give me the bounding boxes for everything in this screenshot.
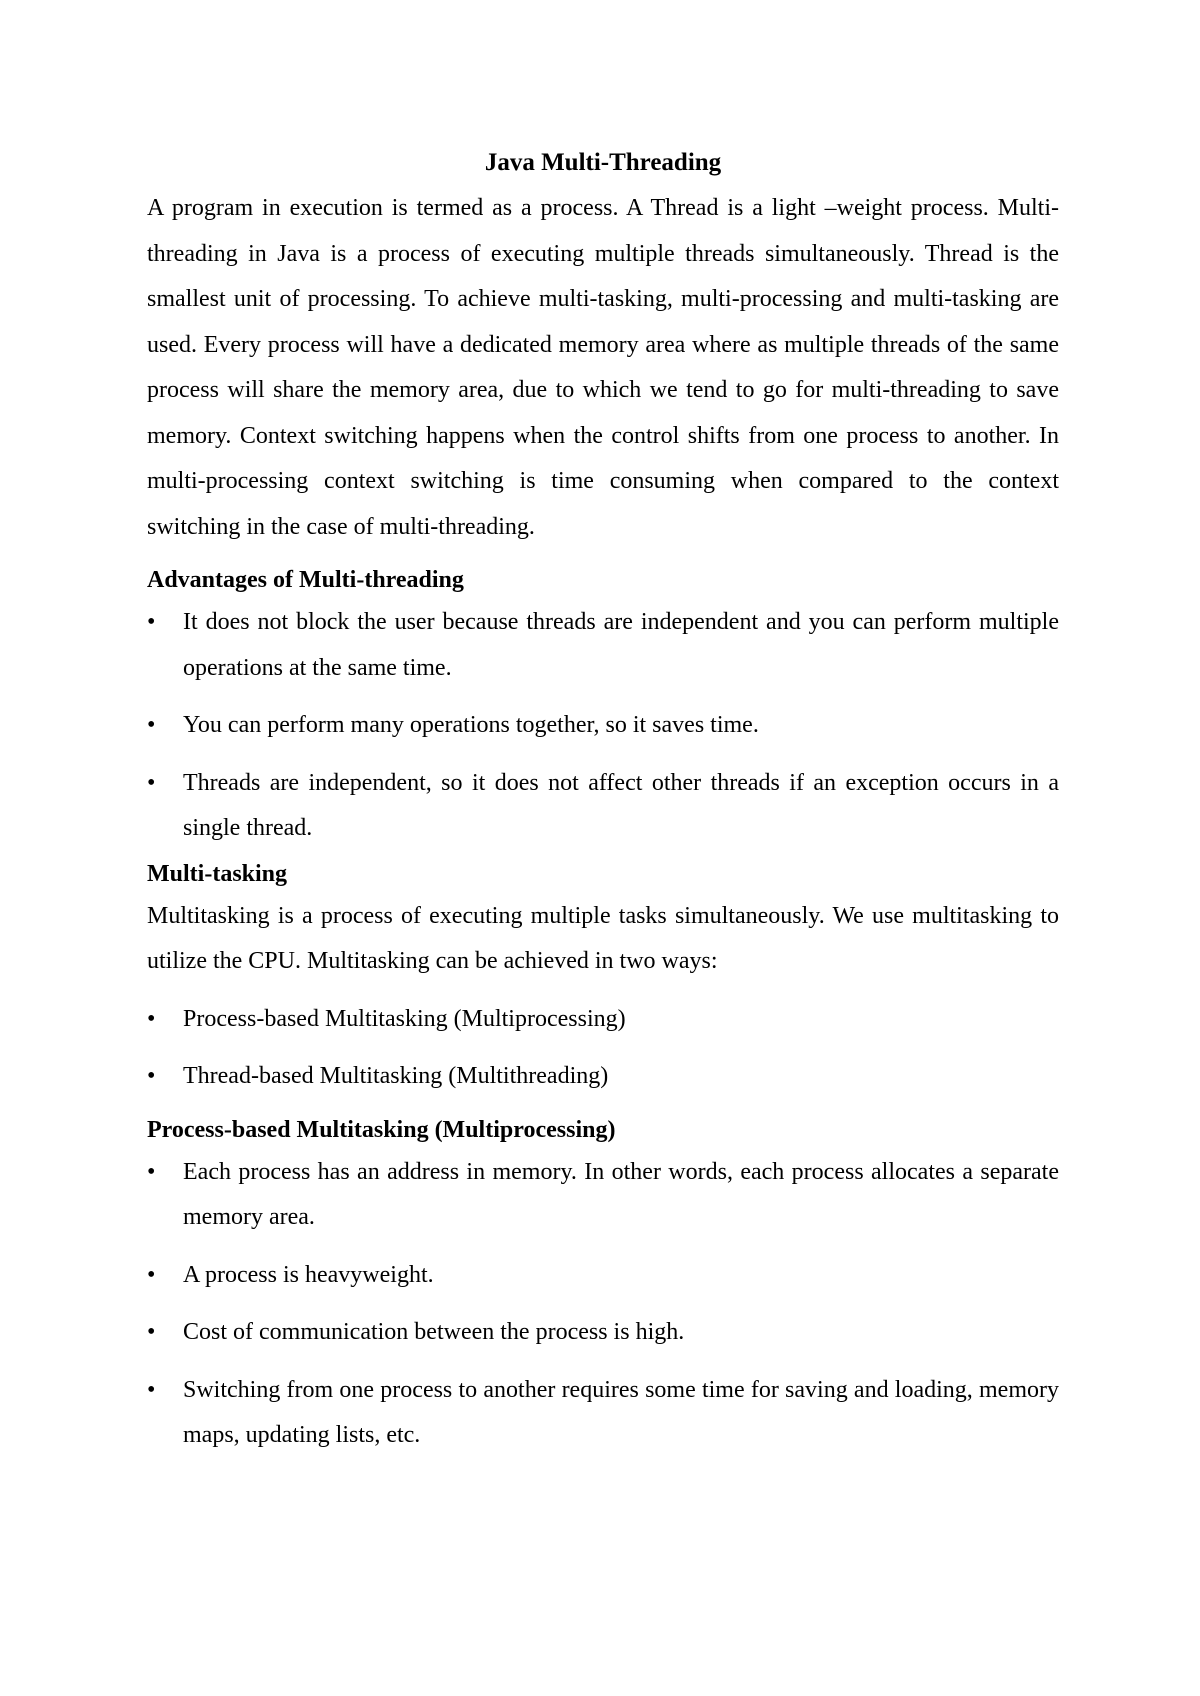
advantages-heading: Advantages of Multi-threading [147,567,464,593]
bullet-icon: • [147,1005,156,1032]
list-item [147,1253,1059,1299]
bullet-icon: • [147,1261,156,1288]
page-title: Java Multi-Threading [484,149,722,176]
list-item-text: Process-based Multitasking (Multiprocessing) [183,1005,626,1032]
multitasking-paragraph: Multitasking is a process of executing multiple tasks simultaneously. We use multitasking to utilize the CPU. Multitasking can be achieved in two ways: [147,902,1059,974]
list-item [147,997,1059,1043]
bullet-icon: • [147,769,156,796]
list-item-text: It does not block the user because threads are independent and you can perform multiple operations at the same time. [183,609,1059,681]
bullet-icon: • [147,1376,156,1403]
list-item [147,761,1059,852]
list-item-text: Switching from one process to another requires some time for saving and loading, memory maps, updating lists, etc. [183,1376,1059,1448]
list-item [147,1310,1059,1356]
bullet-icon: • [147,609,156,635]
list-item [147,1368,1059,1459]
bullet-icon: • [147,1063,156,1089]
list-item-text: Cost of communication between the process is high. [183,1319,685,1345]
list-item-text: Thread-based Multitasking (Multithreading) [183,1063,609,1089]
list-item-text: Threads are independent, so it does not affect other threads if an exception occurs in a single thread. [183,769,1059,841]
bullet-icon: • [147,1319,156,1345]
bullet-icon: • [147,712,156,738]
bullet-icon: • [147,1158,156,1185]
multitasking-heading: Multi-tasking [147,860,288,887]
list-item-text: A process is heavyweight. [183,1261,434,1288]
list-item [147,1150,1059,1241]
list-item [147,600,1059,691]
list-item-text: Each process has an address in memory. In other words, each process allocates a separate memory area. [183,1158,1059,1230]
list-item [147,1054,1059,1100]
process-based-list [147,1150,1059,1459]
intro-paragraph: A program in execution is termed as a process. A Thread is a light –weight process. Multi-threading in Java is a process of executing multiple threads simultaneously. Thread is the smallest unit of processing. To achieve multi-tasking, multi-processing and multi-tasking are used. Every process will have a dedicated memory area where as multiple threads of the same process will share the memory area, due to which we tend to go for multi-threading to save memory. Context switching happens when the control shifts from one process to another. In multi-processing context switching is time consuming when compared to the context switching in the case of multi-threading. [147,195,1059,540]
list-item-text: You can perform many operations together, so it saves time. [183,712,759,738]
advantages-list [147,600,1059,852]
list-item [147,703,1059,749]
process-based-heading: Process-based Multitasking (Multiprocessing) [147,1116,616,1143]
document-page [147,140,1059,1459]
multitasking-list [147,997,1059,1100]
